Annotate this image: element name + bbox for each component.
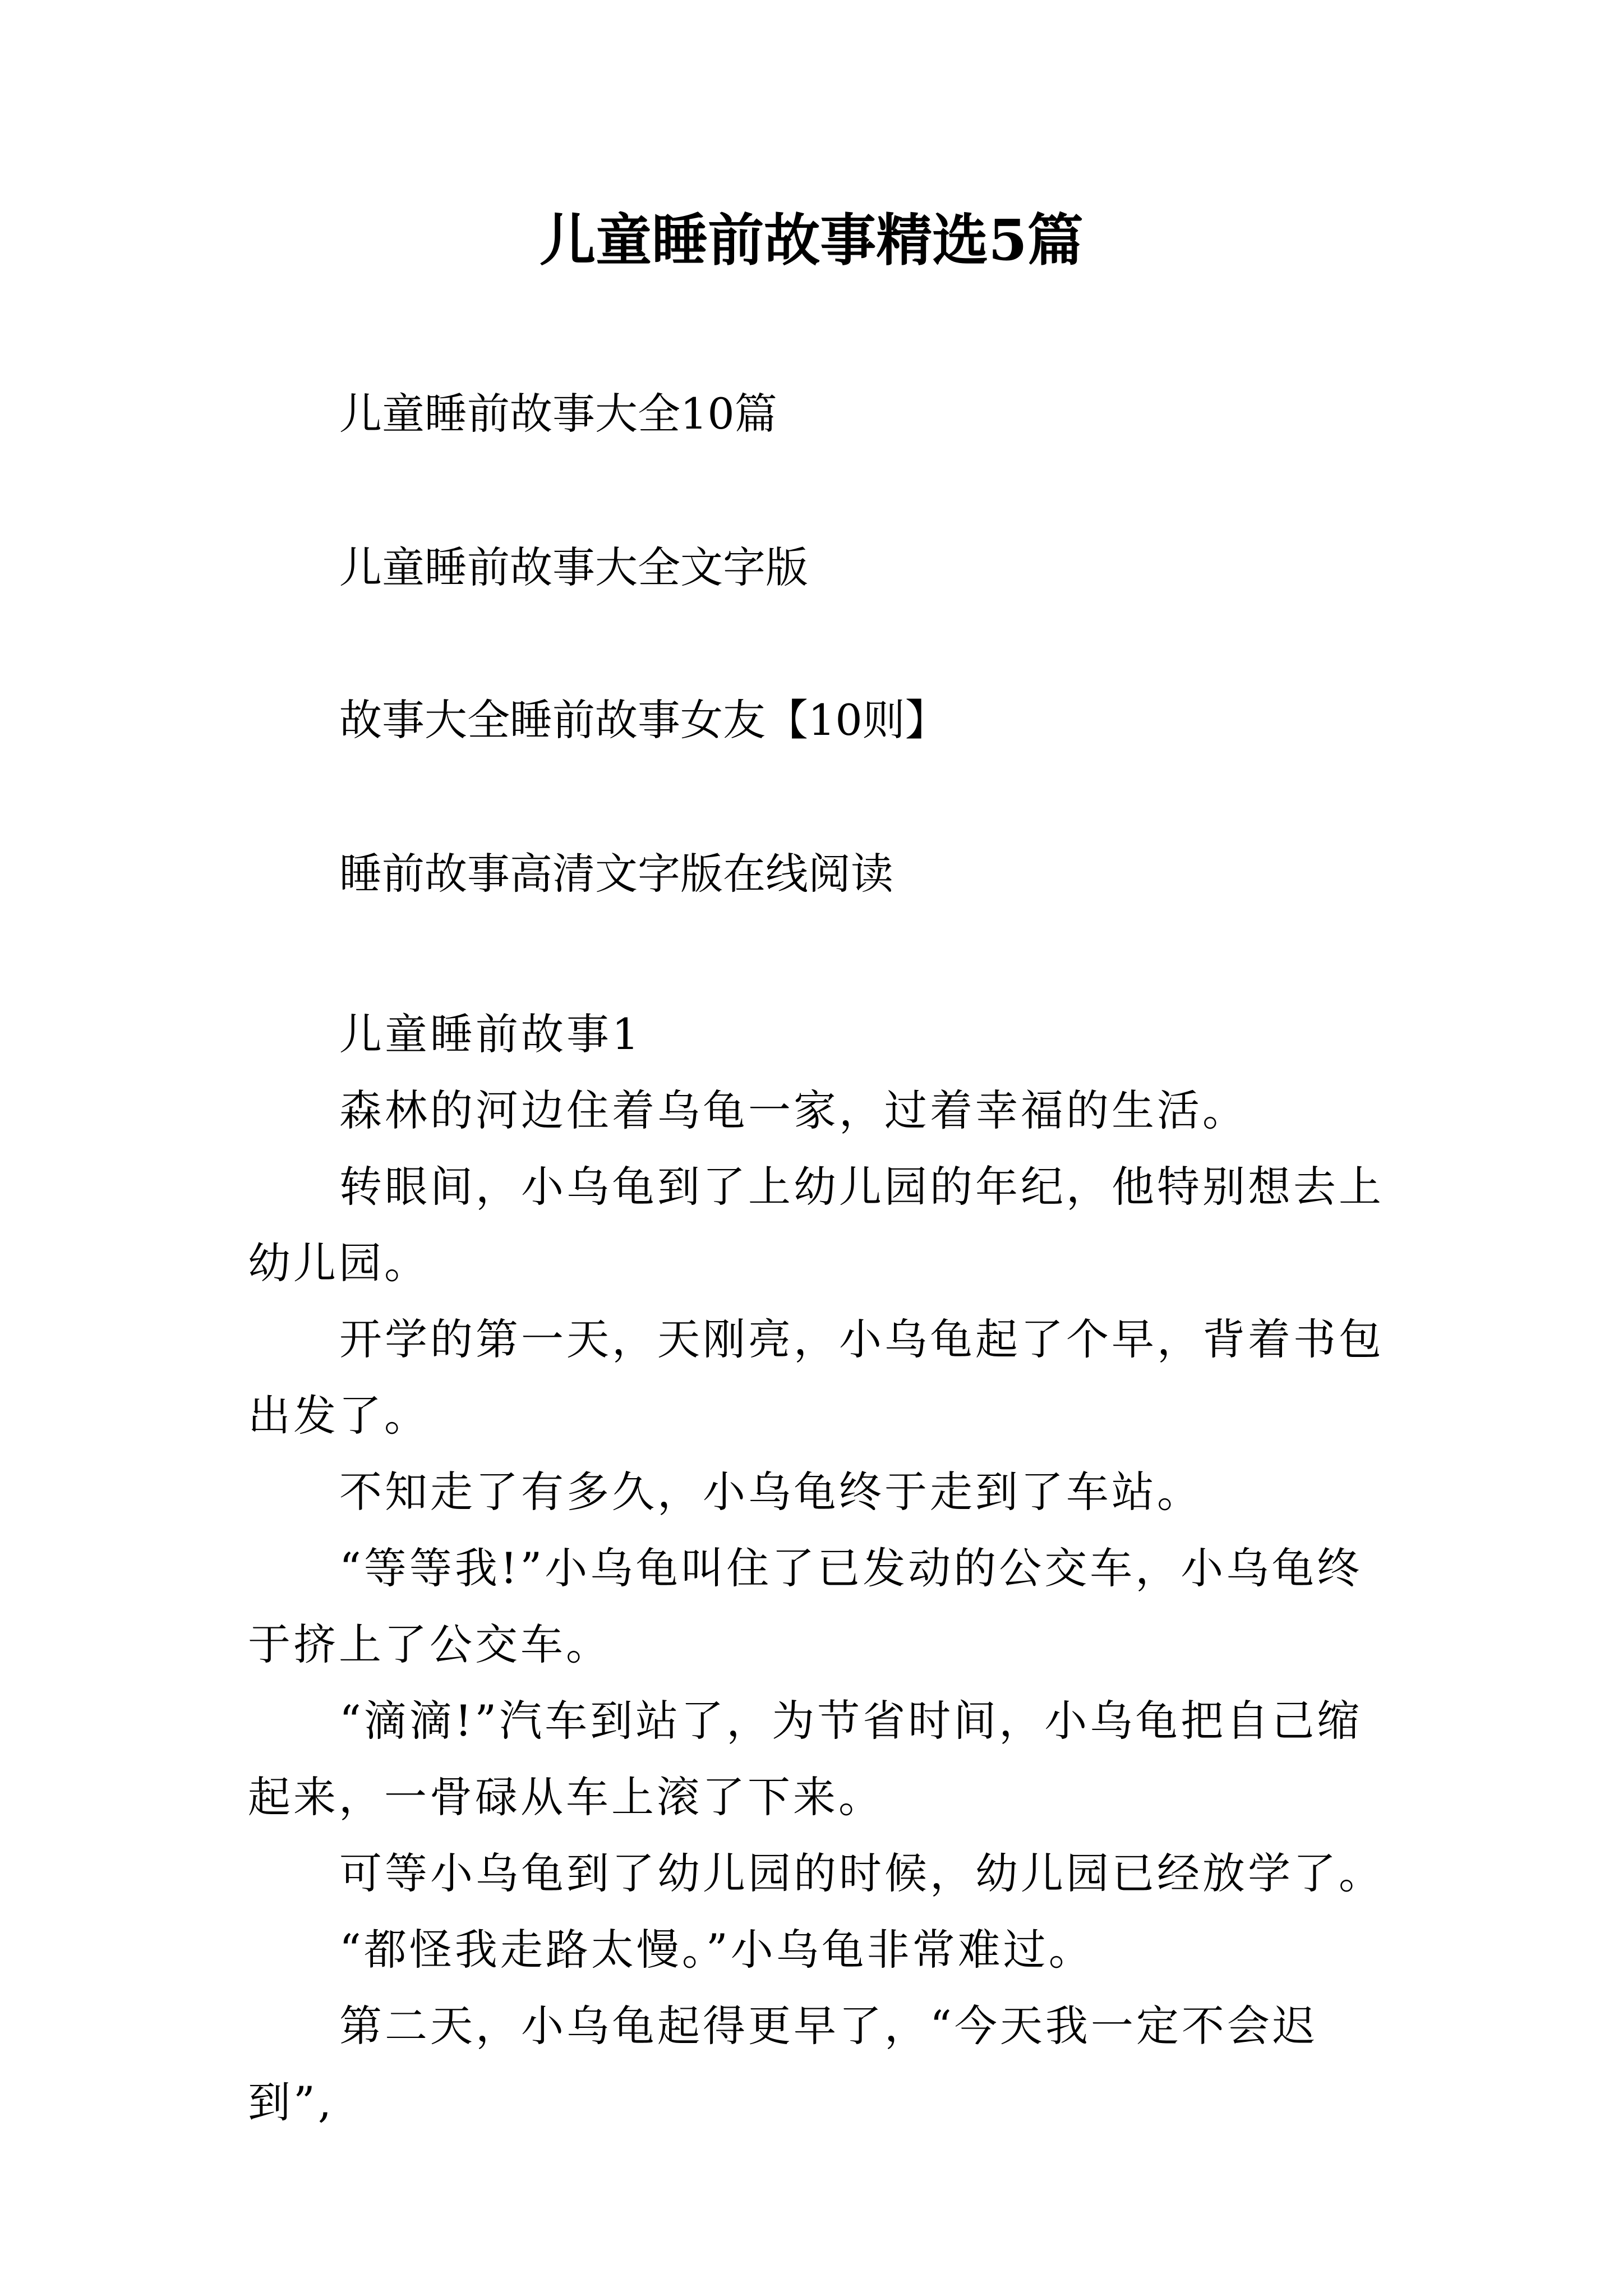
paragraph: 不知走了有多久，小乌龟终于走到了车站。: [339, 1467, 1202, 1517]
story-body: [248, 996, 1395, 2141]
related-link-2[interactable]: 儿童睡前故事大全文字版: [339, 542, 808, 592]
section-heading: 儿童睡前故事1: [339, 1009, 642, 1059]
paragraph: “滴滴!”汽车到站了，为节省时间，小乌龟把自己缩起来，一骨碌从车上滚了下来。: [248, 1696, 1363, 1822]
related-link-3[interactable]: 故事大全睡前故事女友【10则】: [339, 695, 948, 745]
paragraph: 可等小乌龟到了幼儿园的时候，幼儿园已经放学了。: [339, 1848, 1384, 1898]
paragraph: 开学的第一天，天刚亮，小乌龟起了个早，背着书包出发了。: [248, 1314, 1384, 1441]
paragraph: “等等我!”小乌龟叫住了已发动的公交车，小乌龟终于挤上了公交车。: [248, 1543, 1363, 1669]
related-link-1[interactable]: 儿童睡前故事大全10篇: [339, 389, 777, 439]
paragraph: 森林的河边住着乌龟一家，过着幸福的生活。: [339, 1085, 1248, 1135]
paragraph: “都怪我走路太慢。”小乌龟非常难过。: [339, 1925, 1094, 1975]
paragraph: 第二天，小乌龟起得更早了，“今天我一定不会迟到”,: [248, 2001, 1318, 2127]
related-link-4[interactable]: 睡前故事高清文字版在线阅读: [339, 849, 893, 899]
paragraph: 转眼间，小乌龟到了上幼儿园的年纪，他特别想去上幼儿园。: [248, 1162, 1384, 1288]
page-title: 儿童睡前故事精选5篇: [540, 207, 1083, 273]
